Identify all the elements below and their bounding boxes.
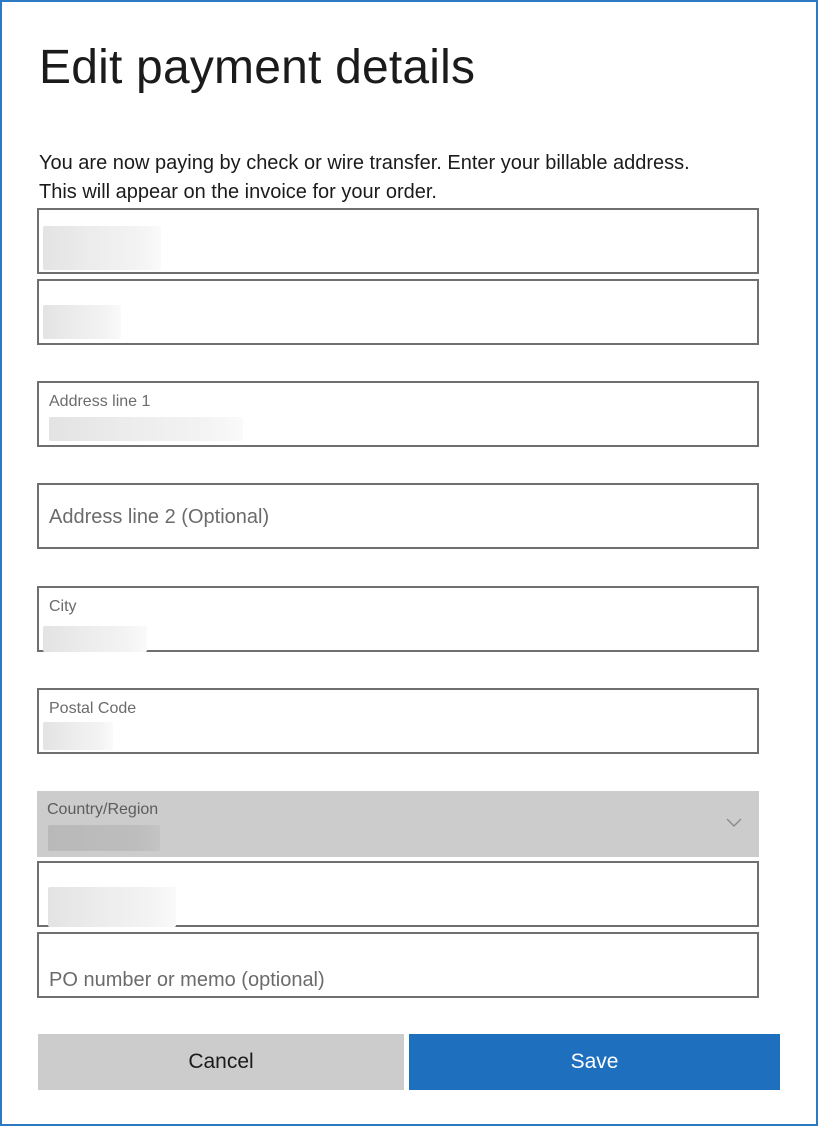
save-button[interactable]: Save [409, 1034, 780, 1090]
postal-code-field[interactable] [37, 688, 759, 754]
po-number-placeholder: PO number or memo (optional) [49, 969, 325, 991]
redacted-value [43, 722, 113, 750]
country-region-label: Country/Region [47, 801, 159, 818]
city-field[interactable] [37, 586, 759, 652]
name-field[interactable] [37, 208, 759, 274]
redacted-value [48, 887, 176, 927]
redacted-value [49, 417, 243, 441]
redacted-value [48, 825, 160, 851]
city-label: City [49, 598, 77, 615]
po-number-field[interactable] [37, 932, 759, 998]
page-title: Edit payment details [39, 41, 476, 94]
address-line-2-field[interactable] [37, 483, 759, 549]
cancel-button[interactable]: Cancel [38, 1034, 404, 1090]
address-line-1-label: Address line 1 [49, 393, 151, 410]
dialog-description: You are now paying by check or wire transfer. Enter your billable address. This will appear on the invoice for your order. [39, 152, 690, 203]
address-line-2-placeholder: Address line 2 (Optional) [49, 506, 270, 528]
company-field[interactable] [37, 279, 759, 345]
address-line-1-field[interactable] [37, 381, 759, 447]
postal-code-label: Postal Code [49, 700, 137, 717]
country-region-select [37, 791, 759, 857]
redacted-field[interactable] [37, 861, 759, 927]
chevron-down-icon [725, 813, 743, 831]
redacted-value [43, 305, 121, 339]
redacted-value [43, 626, 147, 652]
redacted-value [43, 226, 161, 270]
